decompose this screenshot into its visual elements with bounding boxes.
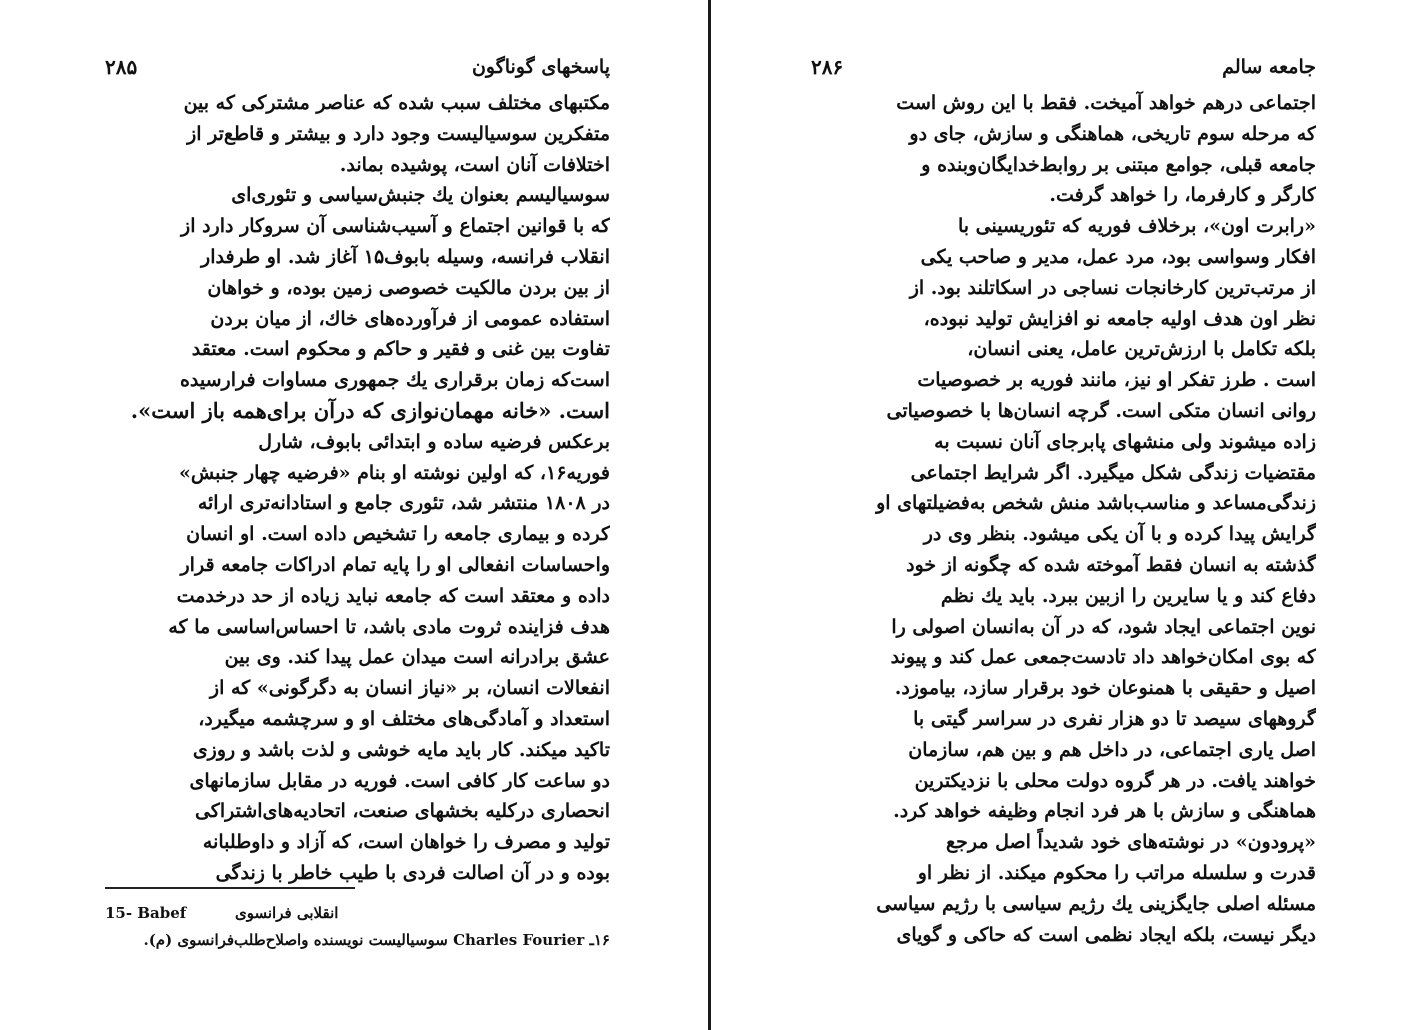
text-line: روانی انسان متکی است. گرچه انسان‌ها با خصوصیاتی: [886, 399, 1316, 422]
text-line: عشق برادرانه است میدان عمل پیدا کند. وی بین: [224, 646, 610, 669]
text-line: واحساسات انفعالی او را پایه تمام ادراکات جامعه قرار: [180, 553, 610, 576]
text-line: که بوی امکان‌خواهد داد تادست‌جمعی عمل کند و پیوند: [890, 646, 1316, 669]
left-page-number: ۲۸۵: [105, 55, 138, 79]
text-line: است‌که زمان برقراری یك جمهوری مساوات فرارسیده: [179, 369, 610, 392]
text-line: که مرحله سوم تاریخی، هماهنگی و سازش، جای دو: [909, 122, 1316, 145]
text-line: «رابرت اون»، برخلاف فوریه که تئوریسینی با: [957, 215, 1316, 238]
text-line: اصیل و حقیقی با همنوعان خود برقرار سازد، بیاموزد.: [894, 677, 1316, 700]
text-line: «پرودون» در نوشته‌های خود شدیداً اصل مرجع: [945, 831, 1316, 854]
text-line: انحصاری درکلیه بخشهای صنعت، اتحادیه‌های‌اشتراکی: [194, 800, 610, 823]
text-line: سوسیالیسم بعنوان یك جنبش‌سیاسی و تئوری‌ای: [231, 184, 610, 207]
text-line: قدرت و سلسله مراتب را محکوم میکند. از نظر او: [917, 861, 1316, 884]
text-line: زاده میشوند ولی منشهای پابرجای آنان نسبت به: [934, 430, 1316, 453]
left-body-text: [105, 88, 610, 889]
text-line: مسئله اصلی جایگزینی یك رژیم سیاسی با رژیم سیاسی: [876, 892, 1316, 915]
text-line: خواهند یافت. در هر گروه دولت محلی با نزدیکترین: [914, 769, 1316, 792]
text-line: که با قوانین اجتماع و آسیب‌شناسی آن سروکار دارد از: [181, 215, 610, 238]
text-line: کارگر و کارفرما، را خواهد گرفت.: [1049, 184, 1316, 207]
footnote-15-persian: انقلابی فرانسوی: [235, 904, 339, 922]
text-line: هدف فزاینده ثروت مادی باشد، تا احساس‌اساسی ما که: [168, 615, 610, 638]
text-line: استعداد و آمادگی‌های مختلف او و سرچشمه میگیرد،: [198, 707, 610, 730]
text-line: مکتبهای مختلف سبب شده که عناصر مشترکی که بین: [183, 92, 610, 114]
text-line: بوده و در آن اصالت فردی با طیب خاطر با زندگی: [215, 861, 610, 884]
text-line: کرده و بیماری جامعه را تشخیص داده است. او انسان: [186, 523, 610, 546]
text-line: نظر اون هدف اولیه جامعه نو افزایش تولید نبوده،: [923, 307, 1316, 330]
text-line: برعکس فرضیه ساده و ابتدائی بابوف، شارل: [258, 430, 610, 453]
text-line: نوین اجتماعی ایجاد شود، که در آن به‌انسان اصولی را: [891, 615, 1316, 638]
text-line: متفکرین سوسیالیست وجود دارد و بیشتر و قاطع‌تر از: [187, 122, 610, 145]
right-page-number: ۲۸۶: [811, 55, 844, 79]
right-page: [711, 0, 1419, 1030]
text-line-emphasized: است. «خانه مهمان‌نوازی که درآن برای‌همه باز است».: [130, 397, 610, 423]
text-line: مقتضیات زندگی شکل میگیرد. اگر شرایط اجتماعی: [910, 461, 1316, 484]
text-line: استفاده عمومی از فرآورده‌های خاك، از میان بردن: [210, 307, 610, 330]
text-line: زندگی‌مساعد و مناسب‌باشد منش شخص به‌فضیلتهای او: [876, 492, 1316, 515]
text-line: افکار وسواسی بود، مرد عمل، مدیر و صاحب یکی: [920, 245, 1316, 268]
text-line: تفاوت بین غنی و فقیر و حاکم و محکوم است. معتقد: [191, 338, 610, 361]
text-line: بلکه تکامل با ارزش‌ترین عامل، یعنی انسان،: [967, 338, 1316, 361]
text-line: فوریه۱۶، که اولین نوشته او بنام «فرضیه چهار جنبش»: [179, 461, 610, 484]
text-line: در ۱۸۰۸ منتشر شد، تئوری جامع و استادانه‌تری ارائه: [197, 492, 610, 515]
text-line: گروههای سیصد تا دو هزار نفری در سراسر گیتی با: [913, 707, 1316, 730]
left-running-title: پاسخهای گوناگون: [471, 56, 610, 78]
text-line: انقلاب فرانسه، وسیله بابوف۱۵ آغاز شد. او طرفدار: [201, 245, 610, 268]
footnote-divider: [105, 887, 355, 889]
text-line: انفعالات انسان، بر «نیاز انسان به دگرگونی» که از: [209, 677, 610, 700]
left-page: [0, 0, 708, 1030]
text-line: جامعه قبلی، جوامع مبتنی بر روابط‌خدایگان‌وبنده و: [921, 153, 1316, 176]
text-line: اختلافات آنان است، پوشیده بماند.: [339, 153, 610, 176]
text-line: دو ساعت کار کافی است. فوریه در مقابل سازمانهای: [189, 769, 610, 792]
text-line: گرایش پیدا کرده و با آن یکی میشود. بنظر وی در: [923, 523, 1316, 546]
text-line: است . طرز تفکر او نیز، مانند فوریه بر خصوصیات: [917, 369, 1316, 392]
text-line: تاکید میکند. کار باید مایه خوشی و لذت باشد و روزی: [192, 738, 610, 761]
footnote-16-text: ۱۶ـ Charles Fourier سوسیالیست نویسنده واصلاح‌طلب‌فرانسوی (م).: [143, 931, 610, 949]
text-line: داده و معتقد است که جامعه نباید زیاده از حد درخدمت: [176, 584, 610, 607]
right-body-text: [811, 88, 1316, 950]
text-line: دیگر نیست، بلکه ایجاد نظمی است که حاکی و گویای: [896, 923, 1316, 946]
text-line: از مرتب‌ترین کارخانجات نساجی در اسکاتلند بود. از: [909, 276, 1316, 299]
text-line: دفاع کند و یا سایرین را ازبین ببرد. باید یك نظم: [940, 584, 1316, 607]
text-line: تولید و مصرف را خواهان است، که آزاد و داوطلبانه: [202, 831, 610, 854]
right-running-title: جامعه سالم: [1222, 56, 1316, 78]
text-line: هماهنگی و سازش با هر فرد انجام وظیفه خواهد کرد.: [893, 800, 1316, 823]
text-line: اصل یاری اجتماعی، در داخل هم و بین هم، سازمان: [908, 738, 1316, 761]
text-line: اجتماعی درهم خواهد آمیخت. فقط با این روش است: [896, 92, 1316, 114]
text-line: از بین بردن مالکیت خصوصی زمین بوده، و خواهان: [207, 276, 610, 299]
left-page-header: [105, 52, 610, 82]
right-page-header: [811, 52, 1316, 82]
footnote-15-latin: 15- Babef: [105, 904, 187, 922]
text-line: گذشته به انسان فقط آموخته شده که چگونه از خود: [906, 553, 1316, 576]
